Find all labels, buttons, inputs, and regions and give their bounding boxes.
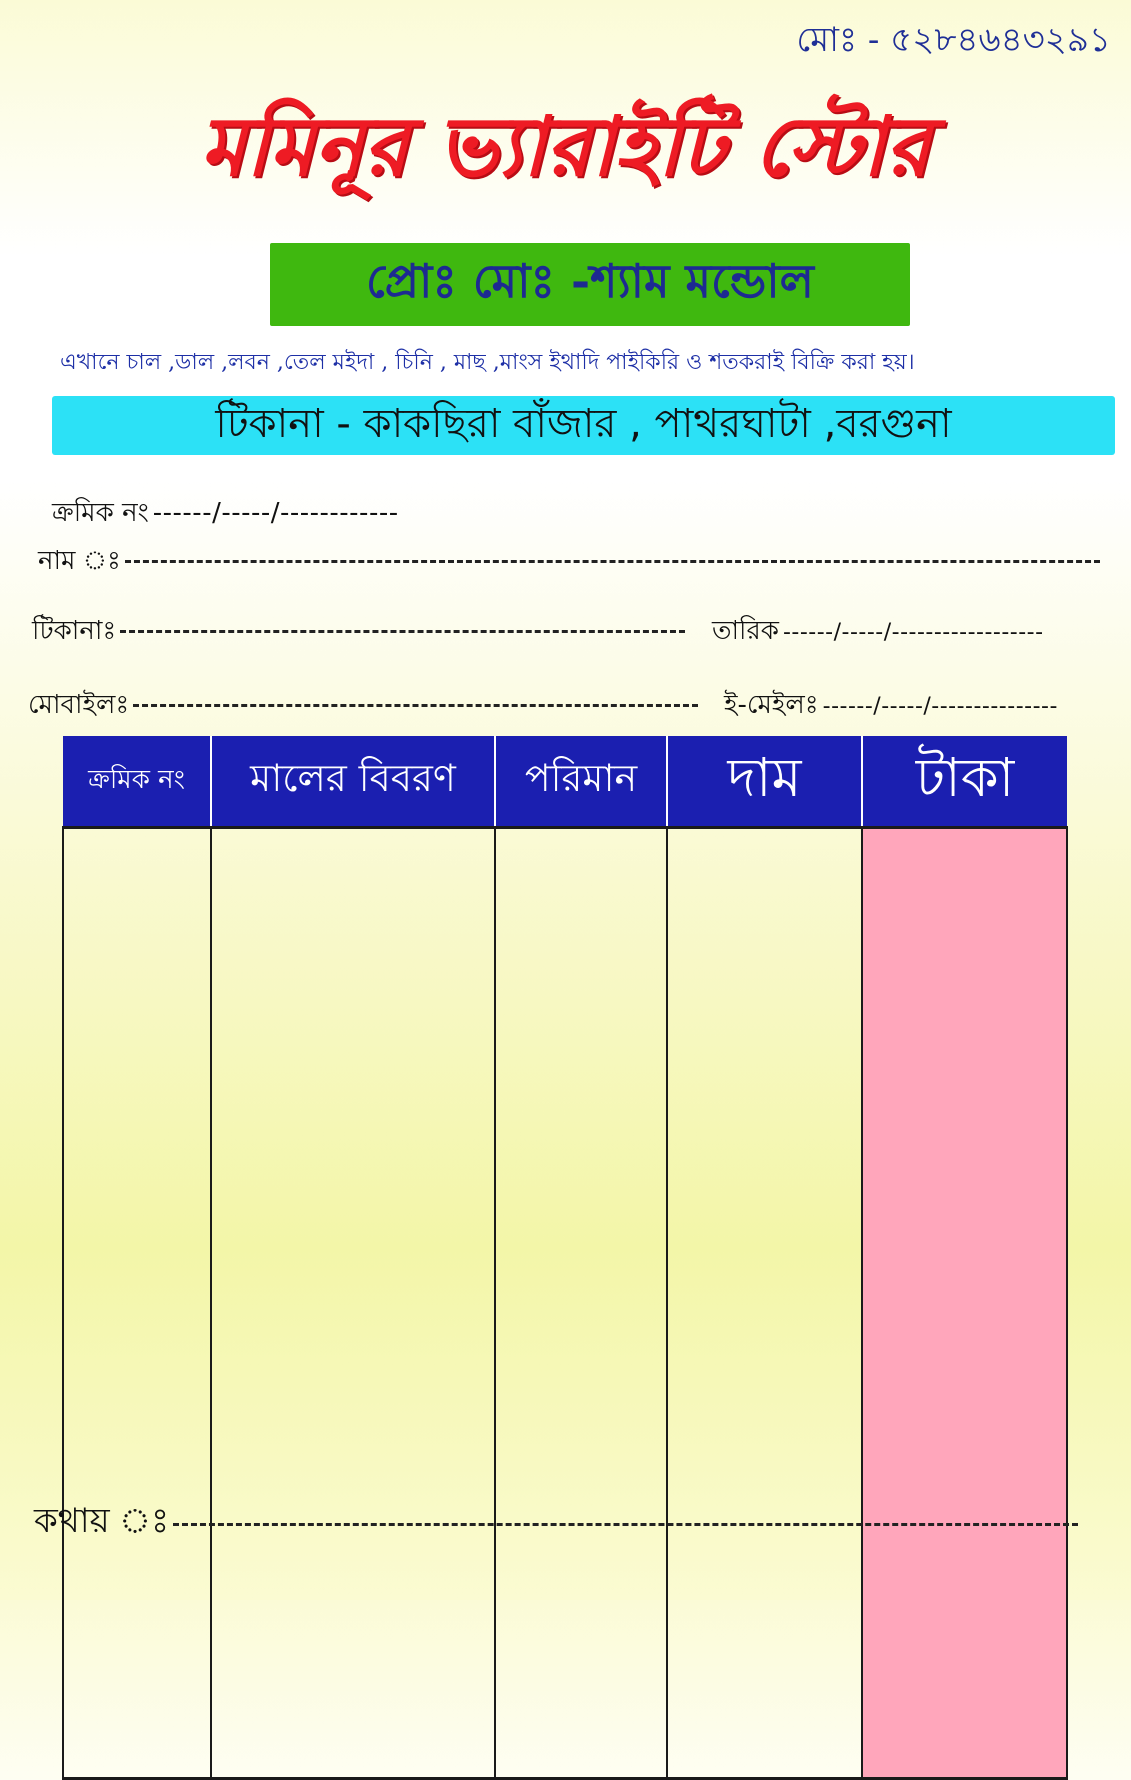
- name-blank: [125, 559, 1100, 563]
- in-words-label: কথায় ঃ: [34, 1501, 170, 1541]
- customer-address-field[interactable]: [32, 610, 685, 654]
- shop-name-title: মমিনূর ভ্যারাইটি স্টোর: [199, 99, 931, 195]
- in-words-field[interactable]: [34, 1495, 1078, 1552]
- column-header-amount: টাকা: [862, 736, 1067, 828]
- serial-cell[interactable]: [63, 828, 211, 1779]
- items-table: [62, 736, 1066, 1780]
- amount-cell[interactable]: [862, 828, 1067, 1779]
- address-text: টিকানা - কাকছিরা বাঁজার , পাথরঘাটা ,বরগুনা: [215, 401, 952, 447]
- email-blank: ------/-----/---------------: [822, 694, 1058, 719]
- serial-number-label: ক্রমিক নং: [52, 498, 149, 528]
- proprietor-name: প্রোঃ মোঃ -শ্যাম মন্ডোল: [366, 253, 814, 308]
- quantity-cell[interactable]: [495, 828, 667, 1779]
- column-header-description: মালের বিবরণ: [211, 736, 495, 828]
- proprietor-banner: [270, 243, 910, 326]
- name-label: নাম ঃ: [38, 546, 121, 576]
- business-description: এখানে চাল ,ডাল ,লবন ,তেল মইদা , চিনি , মাছ ,মাংস ইথাদি পাইকিরি ও শতকরাই বিক্রি করা হয়।: [60, 350, 915, 375]
- email-field[interactable]: [724, 684, 1058, 728]
- column-header-quantity: পরিমান: [495, 736, 667, 828]
- serial-number-field[interactable]: [52, 492, 399, 536]
- price-cell[interactable]: [667, 828, 862, 1779]
- mobile-label: মোবাইলঃ: [28, 690, 130, 720]
- email-label: ই-মেইলঃ: [724, 690, 819, 720]
- name-field[interactable]: [38, 540, 1100, 584]
- in-words-blank: [173, 1522, 1078, 1526]
- phone-number: মোঃ - ৫২৮৪৬৪৩২৯১: [796, 20, 1111, 60]
- date-label: তারিক: [712, 616, 779, 646]
- table-row: [63, 828, 1067, 1779]
- column-header-serial: ক্রমিক নং: [63, 736, 211, 828]
- date-blank: ------/-----/------------------: [782, 620, 1044, 645]
- address-banner: [52, 396, 1115, 455]
- customer-address-label: টিকানাঃ: [32, 616, 117, 646]
- mobile-blank: [133, 703, 698, 707]
- serial-number-blank: ------/-----/------------: [152, 498, 399, 528]
- mobile-field[interactable]: [28, 684, 698, 728]
- customer-address-blank: [120, 629, 685, 633]
- column-header-price: দাম: [667, 736, 862, 828]
- date-field[interactable]: [712, 610, 1044, 654]
- table-header-row: [63, 736, 1067, 828]
- description-cell[interactable]: [211, 828, 495, 1779]
